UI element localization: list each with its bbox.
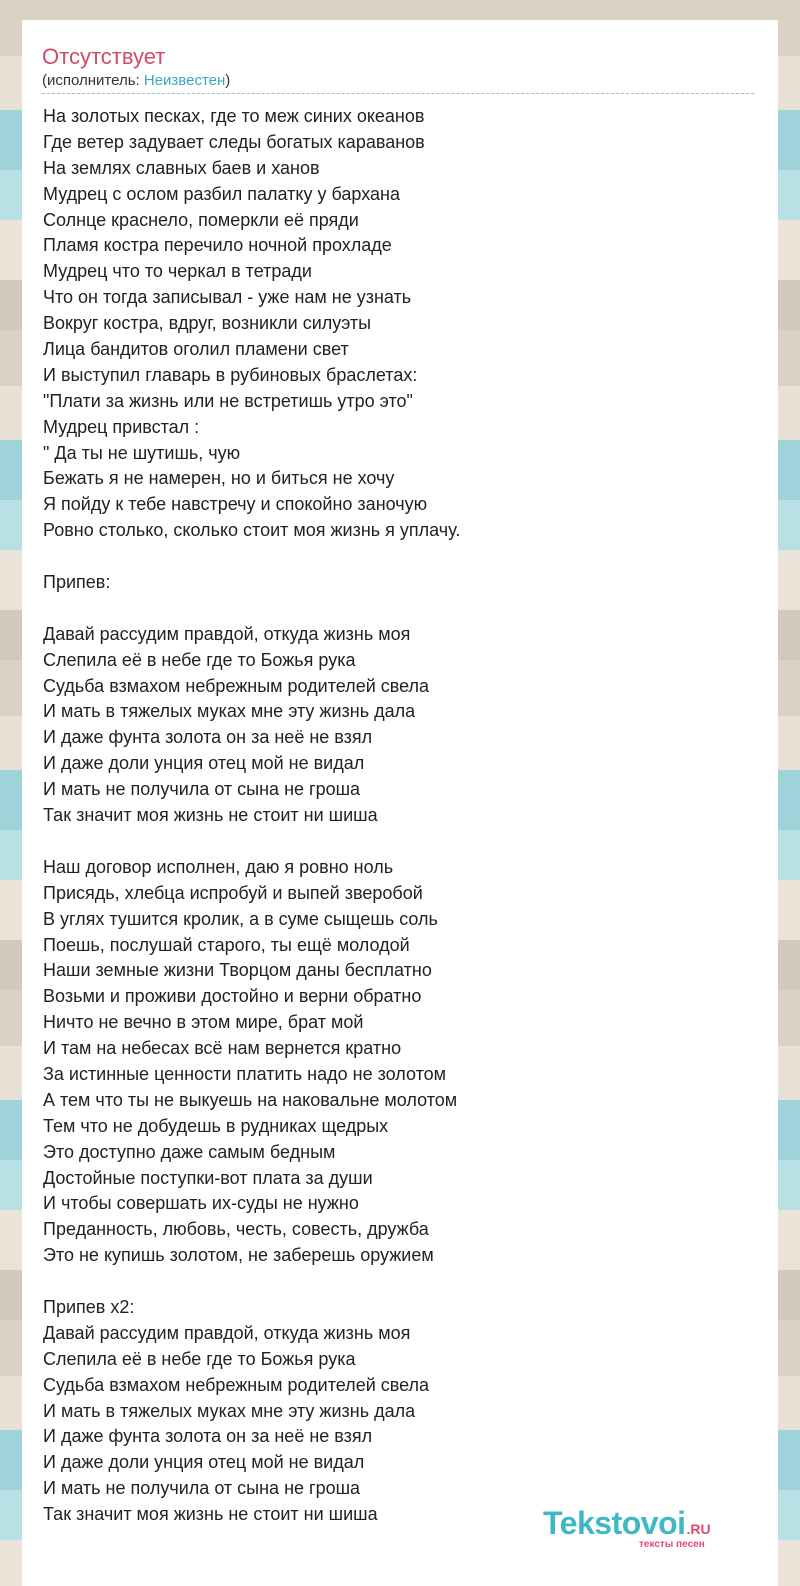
song-title: Отсутствует <box>42 44 166 69</box>
lyric-line: И мать в тяжелых муках мне эту жизнь дала <box>43 1400 416 1421</box>
artist-suffix: ) <box>225 72 231 89</box>
lyric-line: Это доступно даже самым бедным <box>43 1141 336 1162</box>
lyric-line: Где ветер задувает следы богатых караванов <box>43 131 425 152</box>
logo-wordmark: Tekstovoi <box>543 1505 686 1541</box>
lyric-line: За истинные ценности платить надо не золотом <box>43 1063 446 1084</box>
lyric-line: Судьба взмахом небрежным родителей свела <box>43 675 430 696</box>
lyric-line: И даже доли унция отец мой не видал <box>43 753 365 774</box>
lyric-line: Слепила её в небе где то Божья рука <box>43 1348 356 1369</box>
lyric-line: Присядь, хлебца испробуй и выпей зверобой <box>43 882 423 903</box>
lyric-line: И выступил главарь в рубиновых браслетах: <box>43 364 418 385</box>
lyric-line: А тем что ты не выкуешь на наковальне молотом <box>43 1089 458 1110</box>
lyric-line <box>43 829 755 855</box>
lyric-line: И чтобы совершать их-суды не нужно <box>43 1193 359 1214</box>
lyric-line: Достойные поступки-вот плата за души <box>43 1167 373 1188</box>
lyric-line: Наши земные жизни Творцом даны бесплатно <box>43 960 432 981</box>
lyric-line: И мать в тяжелых муках мне эту жизнь дала <box>43 701 416 722</box>
lyric-line: Так значит моя жизнь не стоит ни шиша <box>43 1504 378 1525</box>
lyric-line: И даже фунта золота он за неё не взял <box>43 727 373 748</box>
lyric-line: Мудрец что то черкал в тетради <box>43 261 312 282</box>
artist-line <box>42 72 230 89</box>
site-logo[interactable] <box>543 1505 711 1550</box>
lyric-line: Бежать я не намерен, но и биться не хочу <box>43 468 395 489</box>
lyric-line <box>43 596 755 622</box>
lyric-line: Наш договор исполнен, даю я ровно ноль <box>43 856 394 877</box>
lyric-line: Лица бандитов оголил пламени свет <box>43 339 349 360</box>
lyric-line: И даже доли унция отец мой не видал <box>43 1452 365 1473</box>
artist-prefix: (исполнитель: <box>42 72 144 89</box>
logo-domain: .RU <box>686 1521 711 1537</box>
lyric-line: Вокруг костра, вдруг, возникли силуэты <box>43 313 372 334</box>
logo-tagline: тексты песен <box>639 1539 705 1550</box>
lyric-line: Поешь, послушай старого, ты ещё молодой <box>43 934 410 955</box>
lyric-line: Слепила её в небе где то Божья рука <box>43 649 356 670</box>
lyric-line: Я пойду к тебе навстречу и спокойно заночую <box>43 494 428 515</box>
lyric-line: На землях славных баев и ханов <box>43 157 320 178</box>
lyric-line: И мать не получила от сына не гроша <box>43 1478 361 1499</box>
lyric-line: Это не купишь золотом, не заберешь оружием <box>43 1245 434 1266</box>
lyrics-card <box>22 20 778 1586</box>
lyric-line: Что он тогда записывал - уже нам не узнать <box>43 287 412 308</box>
lyric-line: Так значит моя жизнь не стоит ни шиша <box>43 805 378 826</box>
header-divider <box>42 93 754 94</box>
lyric-line: И мать не получила от сына не гроша <box>43 779 361 800</box>
lyric-line: Давай рассудим правдой, откуда жизнь моя <box>43 1322 411 1343</box>
lyric-line: Солнце краснело, померкли её пряди <box>43 209 359 230</box>
lyric-line: Преданность, любовь, честь, совесть, дружба <box>43 1219 429 1240</box>
lyric-line: " Да ты не шутишь, чую <box>43 442 241 463</box>
lyric-line: "Плати за жизнь или не встретишь утро это" <box>43 390 413 411</box>
lyric-line: Тем что не добудешь в рудниках щедрых <box>43 1115 389 1136</box>
lyric-line <box>43 1269 755 1295</box>
lyric-line: Судьба взмахом небрежным родителей свела <box>43 1374 430 1395</box>
lyric-line: И даже фунта золота он за неё не взял <box>43 1426 373 1447</box>
lyrics-text <box>43 104 755 1528</box>
lyric-line: Припев x2: <box>43 1296 135 1317</box>
lyric-line: И там на небесах всё нам вернется кратно <box>43 1038 402 1059</box>
lyric-line: Возьми и проживи достойно и верни обратно <box>43 986 422 1007</box>
lyric-line: Припев: <box>43 572 111 593</box>
lyric-line: Ровно столько, сколько стоит моя жизнь я уплачу. <box>43 520 461 541</box>
lyric-line: Мудрец привстал : <box>43 416 200 437</box>
lyric-line: На золотых песках, где то меж синих океанов <box>43 106 425 126</box>
lyric-line: Мудрец с ослом разбил палатку у бархана <box>43 183 400 204</box>
lyric-line: Давай рассудим правдой, откуда жизнь моя <box>43 623 411 644</box>
artist-link[interactable]: Неизвестен <box>143 72 226 89</box>
lyric-line: Ничто не вечно в этом мире, брат мой <box>43 1012 364 1033</box>
lyric-line: Пламя костра перечило ночной прохладе <box>43 235 392 256</box>
lyric-line: В углях тушится кролик, а в суме сыщешь соль <box>43 908 438 929</box>
lyric-line <box>43 544 755 570</box>
